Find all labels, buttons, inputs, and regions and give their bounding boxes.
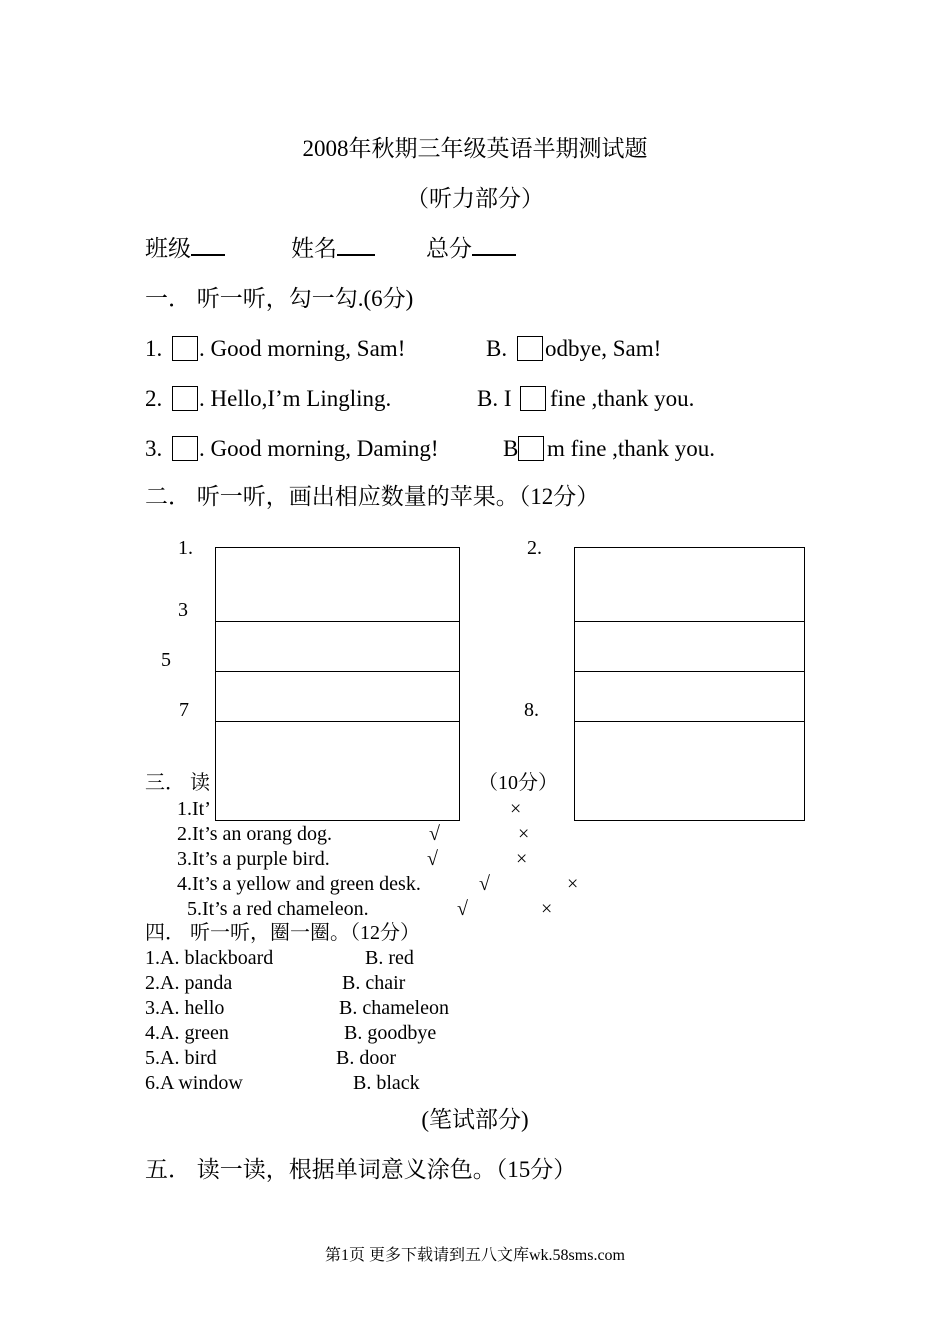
- name-label: 姓名: [291, 236, 337, 261]
- score-label: 总分: [426, 236, 472, 261]
- s4-item5-b[interactable]: B. door: [336, 1047, 396, 1069]
- s3-item5-cross[interactable]: ×: [541, 898, 553, 920]
- listening-heading: （听力部分）: [406, 186, 544, 211]
- s3-item2-cross[interactable]: ×: [518, 823, 530, 845]
- box-right-divider-1: [574, 621, 805, 622]
- s3-item3-cross[interactable]: ×: [516, 848, 528, 870]
- class-field: [145, 237, 225, 260]
- section5-heading: 五． 读一读，根据单词意义涂色。（15分）: [145, 1157, 577, 1182]
- s3-item1-cross[interactable]: ×: [510, 798, 522, 820]
- s2-label-8: 8.: [524, 699, 539, 721]
- section4-heading: 四． 听一听，圈一圈。（12分）: [145, 922, 420, 944]
- section3-heading-end: （10分）: [478, 772, 558, 794]
- box-left-divider-1: [215, 621, 460, 622]
- s3-item1-text: 1.It’: [177, 798, 211, 820]
- s3-item2-tick[interactable]: √: [429, 823, 440, 845]
- s4-item6-b[interactable]: B. black: [353, 1072, 420, 1094]
- s1-row1-checkbox-b[interactable]: [517, 336, 543, 361]
- page-title: 2008年秋期三年级英语半期测试题: [302, 136, 648, 161]
- s4-item3-a[interactable]: 3.A. hello: [145, 997, 225, 1019]
- s1-row2-checkbox-a[interactable]: [172, 386, 198, 411]
- s3-item4-text: 4.It’s a yellow and green desk.: [177, 873, 421, 895]
- s1-row1-checkbox-a[interactable]: [172, 336, 198, 361]
- s1-row3-option-b: m fine ,thank you.: [547, 436, 715, 461]
- s4-item1-a[interactable]: 1.A. blackboard: [145, 947, 274, 969]
- box-right-divider-3: [574, 721, 805, 722]
- s3-item2-text: 2.It’s an orang dog.: [177, 823, 332, 845]
- box-left-divider-3: [215, 721, 460, 722]
- s1-row1-num: 1.: [145, 336, 163, 361]
- score-field: [426, 237, 516, 260]
- apple-drawing-box-left[interactable]: [215, 547, 460, 821]
- class-blank[interactable]: [191, 254, 225, 256]
- class-label: 班级: [145, 236, 191, 261]
- s1-row3-num: 3.: [145, 436, 163, 461]
- page-footer: 第1页 更多下载请到五八文库wk.58sms.com: [324, 1247, 625, 1264]
- s3-item3-text: 3.It’s a purple bird.: [177, 848, 330, 870]
- box-right-divider-2: [574, 671, 805, 672]
- s1-row1-option-b-prefix: B.: [486, 336, 508, 361]
- s1-row3-checkbox-b[interactable]: [518, 436, 544, 461]
- s4-item4-a[interactable]: 4.A. green: [145, 1022, 229, 1044]
- s4-item2-a[interactable]: 2.A. panda: [145, 972, 233, 994]
- written-heading: (笔试部分): [421, 1107, 529, 1132]
- s3-item5-tick[interactable]: √: [457, 898, 468, 920]
- score-blank[interactable]: [472, 254, 516, 256]
- s4-item1-b[interactable]: B. red: [365, 947, 414, 969]
- s2-label-2: 2.: [527, 537, 542, 559]
- s1-row2-option-b-prefix: B. I: [477, 386, 512, 411]
- s1-row1-option-b: odbye, Sam!: [545, 336, 662, 361]
- s1-row2-option-b: fine ,thank you.: [550, 386, 695, 411]
- s3-item4-tick[interactable]: √: [479, 873, 490, 895]
- name-blank[interactable]: [337, 254, 375, 256]
- s2-label-1: 1.: [178, 537, 193, 559]
- section2-heading: 二． 听一听，画出相应数量的苹果。（12分）: [145, 484, 600, 509]
- box-left-divider-2: [215, 671, 460, 672]
- s1-row3-option-b-prefix: B: [503, 436, 519, 461]
- s3-item5-text: 5.It’s a red chameleon.: [187, 898, 369, 920]
- s1-row3-checkbox-a[interactable]: [172, 436, 198, 461]
- name-field: [291, 237, 375, 260]
- s4-item5-a[interactable]: 5.A. bird: [145, 1047, 217, 1069]
- s4-item3-b[interactable]: B. chameleon: [339, 997, 449, 1019]
- s2-label-3: 3: [178, 599, 188, 621]
- s4-item2-b[interactable]: B. chair: [342, 972, 406, 994]
- section3-heading-start: 三． 读: [145, 772, 210, 794]
- section1-heading: 一． 听一听，勾一勾.(6分): [145, 286, 414, 311]
- s4-item6-a[interactable]: 6.A window: [145, 1072, 243, 1094]
- s2-label-7: 7: [179, 699, 189, 721]
- s1-row2-num: 2.: [145, 386, 163, 411]
- s3-item3-tick[interactable]: √: [427, 848, 438, 870]
- s2-label-5: 5: [161, 649, 171, 671]
- s1-row2-checkbox-b[interactable]: [520, 386, 546, 411]
- s3-item4-cross[interactable]: ×: [567, 873, 579, 895]
- s1-row2-option-a: . Hello,I’m Lingling.: [199, 386, 392, 411]
- s4-item4-b[interactable]: B. goodbye: [344, 1022, 437, 1044]
- s1-row1-option-a: . Good morning, Sam!: [199, 336, 406, 361]
- apple-drawing-box-right[interactable]: [574, 547, 805, 821]
- s1-row3-option-a: . Good morning, Daming!: [199, 436, 439, 461]
